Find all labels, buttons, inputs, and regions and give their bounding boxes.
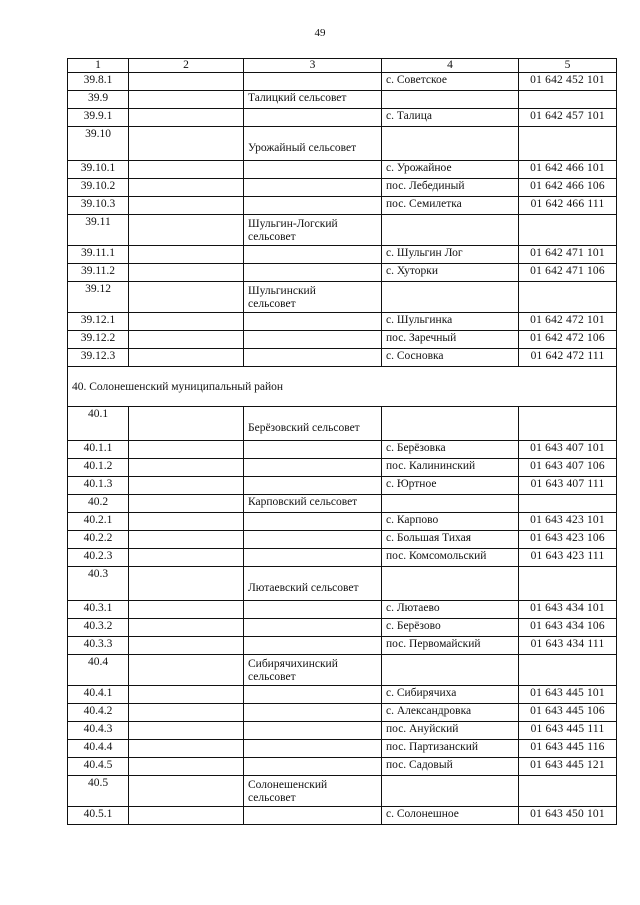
- settlement-cell: [129, 495, 244, 513]
- row-number: 39.12.3: [68, 349, 129, 367]
- column-header-4: 4: [382, 59, 519, 73]
- row-number: 40.2.2: [68, 531, 129, 549]
- code-cell: [519, 215, 617, 246]
- row-number: 39.11.2: [68, 264, 129, 282]
- row-number: 40.5: [68, 776, 129, 807]
- locality-row: [68, 549, 617, 567]
- council-cell: [244, 601, 382, 619]
- council-row: [68, 655, 617, 686]
- locality-cell: [382, 407, 519, 441]
- locality-row: [68, 264, 617, 282]
- council-row: [68, 91, 617, 109]
- oktmo-code: 01 643 407 111: [519, 477, 617, 495]
- oktmo-code: 01 643 445 101: [519, 686, 617, 704]
- code-cell: [519, 282, 617, 313]
- oktmo-code: 01 642 472 106: [519, 331, 617, 349]
- council-row: [68, 215, 617, 246]
- council-cell: [244, 179, 382, 197]
- settlement-cell: [129, 567, 244, 601]
- settlement-cell: [129, 740, 244, 758]
- table-header-row: [68, 59, 617, 73]
- row-number: 39.12: [68, 282, 129, 313]
- column-header-1: 1: [68, 59, 129, 73]
- code-cell: [519, 91, 617, 109]
- oktmo-code: 01 643 434 106: [519, 619, 617, 637]
- council-row: [68, 495, 617, 513]
- row-number: 40.2.1: [68, 513, 129, 531]
- row-number: 39.12.1: [68, 313, 129, 331]
- row-number: 40.4.1: [68, 686, 129, 704]
- locality-row: [68, 513, 617, 531]
- oktmo-code: 01 642 471 101: [519, 246, 617, 264]
- locality-row: [68, 704, 617, 722]
- locality-cell: [382, 215, 519, 246]
- locality-row: [68, 459, 617, 477]
- oktmo-code: 01 643 407 101: [519, 441, 617, 459]
- council-row: [68, 407, 617, 441]
- settlement-cell: [129, 513, 244, 531]
- council-name: Берёзовский сельсовет: [244, 407, 382, 441]
- locality-name: с. Лютаево: [382, 601, 519, 619]
- locality-name: пос. Лебединый: [382, 179, 519, 197]
- settlement-cell: [129, 282, 244, 313]
- oktmo-code: 01 643 445 111: [519, 722, 617, 740]
- settlement-cell: [129, 215, 244, 246]
- locality-name: пос. Ануйский: [382, 722, 519, 740]
- locality-row: [68, 477, 617, 495]
- locality-name: пос. Семилетка: [382, 197, 519, 215]
- district-row: [68, 367, 617, 407]
- oktmo-code: 01 642 466 106: [519, 179, 617, 197]
- locality-row: [68, 722, 617, 740]
- settlement-cell: [129, 331, 244, 349]
- locality-cell: [382, 91, 519, 109]
- council-name: Шульгинский сельсовет: [244, 282, 382, 313]
- locality-row: [68, 619, 617, 637]
- council-cell: [244, 619, 382, 637]
- council-cell: [244, 722, 382, 740]
- locality-row: [68, 637, 617, 655]
- oktmo-code: 01 642 457 101: [519, 109, 617, 127]
- column-header-2: 2: [129, 59, 244, 73]
- code-cell: [519, 495, 617, 513]
- locality-name: пос. Комсомольский: [382, 549, 519, 567]
- settlement-cell: [129, 179, 244, 197]
- row-number: 40.3: [68, 567, 129, 601]
- table-body: [68, 73, 617, 825]
- settlement-cell: [129, 91, 244, 109]
- locality-name: с. Берёзово: [382, 619, 519, 637]
- row-number: 40.5.1: [68, 807, 129, 825]
- locality-name: пос. Заречный: [382, 331, 519, 349]
- row-number: 40.1: [68, 407, 129, 441]
- locality-row: [68, 441, 617, 459]
- locality-row: [68, 179, 617, 197]
- settlement-cell: [129, 776, 244, 807]
- settlement-cell: [129, 601, 244, 619]
- locality-cell: [382, 495, 519, 513]
- locality-row: [68, 758, 617, 776]
- council-cell: [244, 758, 382, 776]
- council-row: [68, 567, 617, 601]
- council-cell: [244, 740, 382, 758]
- settlement-cell: [129, 549, 244, 567]
- locality-name: с. Большая Тихая: [382, 531, 519, 549]
- locality-cell: [382, 282, 519, 313]
- locality-name: с. Талица: [382, 109, 519, 127]
- locality-row: [68, 331, 617, 349]
- oktmo-code: 01 643 445 116: [519, 740, 617, 758]
- locality-row: [68, 349, 617, 367]
- council-cell: [244, 549, 382, 567]
- locality-name: с. Урожайное: [382, 161, 519, 179]
- row-number: 40.2.3: [68, 549, 129, 567]
- council-cell: [244, 531, 382, 549]
- council-cell: [244, 73, 382, 91]
- oktmo-code: 01 642 466 101: [519, 161, 617, 179]
- council-name: Шульгин-Логский сельсовет: [244, 215, 382, 246]
- council-row: [68, 282, 617, 313]
- row-number: 39.10: [68, 127, 129, 161]
- row-number: 39.10.3: [68, 197, 129, 215]
- council-cell: [244, 704, 382, 722]
- row-number: 40.3.1: [68, 601, 129, 619]
- council-cell: [244, 246, 382, 264]
- council-cell: [244, 686, 382, 704]
- settlement-cell: [129, 619, 244, 637]
- locality-cell: [382, 127, 519, 161]
- oktmo-code: 01 643 407 106: [519, 459, 617, 477]
- column-header-3: 3: [244, 59, 382, 73]
- locality-name: с. Александровка: [382, 704, 519, 722]
- settlement-cell: [129, 459, 244, 477]
- locality-row: [68, 73, 617, 91]
- locality-name: пос. Калининский: [382, 459, 519, 477]
- code-cell: [519, 407, 617, 441]
- council-cell: [244, 637, 382, 655]
- settlement-cell: [129, 73, 244, 91]
- settlement-cell: [129, 407, 244, 441]
- council-row: [68, 127, 617, 161]
- council-cell: [244, 807, 382, 825]
- locality-cell: [382, 567, 519, 601]
- council-cell: [244, 109, 382, 127]
- oktmo-code: 01 643 423 106: [519, 531, 617, 549]
- council-name: Талицкий сельсовет: [244, 91, 382, 109]
- settlement-cell: [129, 246, 244, 264]
- locality-name: с. Юртное: [382, 477, 519, 495]
- settlement-cell: [129, 704, 244, 722]
- council-cell: [244, 477, 382, 495]
- council-cell: [244, 313, 382, 331]
- code-cell: [519, 655, 617, 686]
- locality-name: с. Сосновка: [382, 349, 519, 367]
- settlement-cell: [129, 264, 244, 282]
- settlements-table: [67, 58, 617, 825]
- locality-name: с. Хуторки: [382, 264, 519, 282]
- locality-row: [68, 740, 617, 758]
- oktmo-code: 01 642 452 101: [519, 73, 617, 91]
- council-cell: [244, 197, 382, 215]
- locality-name: с. Шульгин Лог: [382, 246, 519, 264]
- settlement-cell: [129, 758, 244, 776]
- row-number: 39.11.1: [68, 246, 129, 264]
- locality-row: [68, 313, 617, 331]
- locality-row: [68, 601, 617, 619]
- oktmo-code: 01 643 423 111: [519, 549, 617, 567]
- locality-name: пос. Первомайский: [382, 637, 519, 655]
- oktmo-code: 01 642 471 106: [519, 264, 617, 282]
- code-cell: [519, 127, 617, 161]
- row-number: 40.1.2: [68, 459, 129, 477]
- oktmo-code: 01 643 445 121: [519, 758, 617, 776]
- code-cell: [519, 776, 617, 807]
- locality-name: с. Берёзовка: [382, 441, 519, 459]
- council-cell: [244, 513, 382, 531]
- row-number: 40.4.2: [68, 704, 129, 722]
- locality-row: [68, 686, 617, 704]
- row-number: 40.3.3: [68, 637, 129, 655]
- column-header-5: 5: [519, 59, 617, 73]
- settlement-cell: [129, 531, 244, 549]
- row-number: 40.4.3: [68, 722, 129, 740]
- locality-name: пос. Партизанский: [382, 740, 519, 758]
- row-number: 39.9.1: [68, 109, 129, 127]
- oktmo-code: 01 643 450 101: [519, 807, 617, 825]
- locality-cell: [382, 776, 519, 807]
- oktmo-code: 01 643 423 101: [519, 513, 617, 531]
- code-cell: [519, 567, 617, 601]
- row-number: 40.4.5: [68, 758, 129, 776]
- settlement-cell: [129, 197, 244, 215]
- oktmo-code: 01 642 466 111: [519, 197, 617, 215]
- settlement-cell: [129, 349, 244, 367]
- locality-name: с. Советское: [382, 73, 519, 91]
- locality-row: [68, 807, 617, 825]
- locality-cell: [382, 655, 519, 686]
- district-title: 40. Солонешенский муниципальный район: [68, 367, 617, 407]
- council-name: Сибирячихинский сельсовет: [244, 655, 382, 686]
- oktmo-code: 01 642 472 111: [519, 349, 617, 367]
- council-cell: [244, 441, 382, 459]
- settlement-cell: [129, 655, 244, 686]
- settlement-cell: [129, 477, 244, 495]
- locality-row: [68, 161, 617, 179]
- oktmo-code: 01 643 434 111: [519, 637, 617, 655]
- row-number: 40.3.2: [68, 619, 129, 637]
- row-number: 39.12.2: [68, 331, 129, 349]
- row-number: 39.10.2: [68, 179, 129, 197]
- locality-name: с. Карпово: [382, 513, 519, 531]
- council-name: Солонешенский сельсовет: [244, 776, 382, 807]
- row-number: 39.8.1: [68, 73, 129, 91]
- settlement-cell: [129, 313, 244, 331]
- oktmo-code: 01 642 472 101: [519, 313, 617, 331]
- settlement-cell: [129, 109, 244, 127]
- settlement-cell: [129, 807, 244, 825]
- settlement-cell: [129, 637, 244, 655]
- page-number: 49: [314, 27, 326, 39]
- council-name: Лютаевский сельсовет: [244, 567, 382, 601]
- council-cell: [244, 459, 382, 477]
- row-number: 39.9: [68, 91, 129, 109]
- oktmo-code: 01 643 434 101: [519, 601, 617, 619]
- row-number: 40.4: [68, 655, 129, 686]
- council-cell: [244, 349, 382, 367]
- council-name: Урожайный сельсовет: [244, 127, 382, 161]
- locality-row: [68, 531, 617, 549]
- settlement-cell: [129, 127, 244, 161]
- oktmo-code: 01 643 445 106: [519, 704, 617, 722]
- row-number: 40.1.3: [68, 477, 129, 495]
- locality-row: [68, 197, 617, 215]
- row-number: 39.11: [68, 215, 129, 246]
- row-number: 40.4.4: [68, 740, 129, 758]
- council-cell: [244, 264, 382, 282]
- locality-row: [68, 246, 617, 264]
- locality-name: с. Солонешное: [382, 807, 519, 825]
- council-row: [68, 776, 617, 807]
- council-cell: [244, 161, 382, 179]
- row-number: 39.10.1: [68, 161, 129, 179]
- row-number: 40.2: [68, 495, 129, 513]
- council-name: Карповский сельсовет: [244, 495, 382, 513]
- locality-name: с. Шульгинка: [382, 313, 519, 331]
- settlement-cell: [129, 441, 244, 459]
- locality-row: [68, 109, 617, 127]
- settlement-cell: [129, 686, 244, 704]
- settlement-cell: [129, 161, 244, 179]
- council-cell: [244, 331, 382, 349]
- row-number: 40.1.1: [68, 441, 129, 459]
- locality-name: пос. Садовый: [382, 758, 519, 776]
- locality-name: с. Сибирячиха: [382, 686, 519, 704]
- settlement-cell: [129, 722, 244, 740]
